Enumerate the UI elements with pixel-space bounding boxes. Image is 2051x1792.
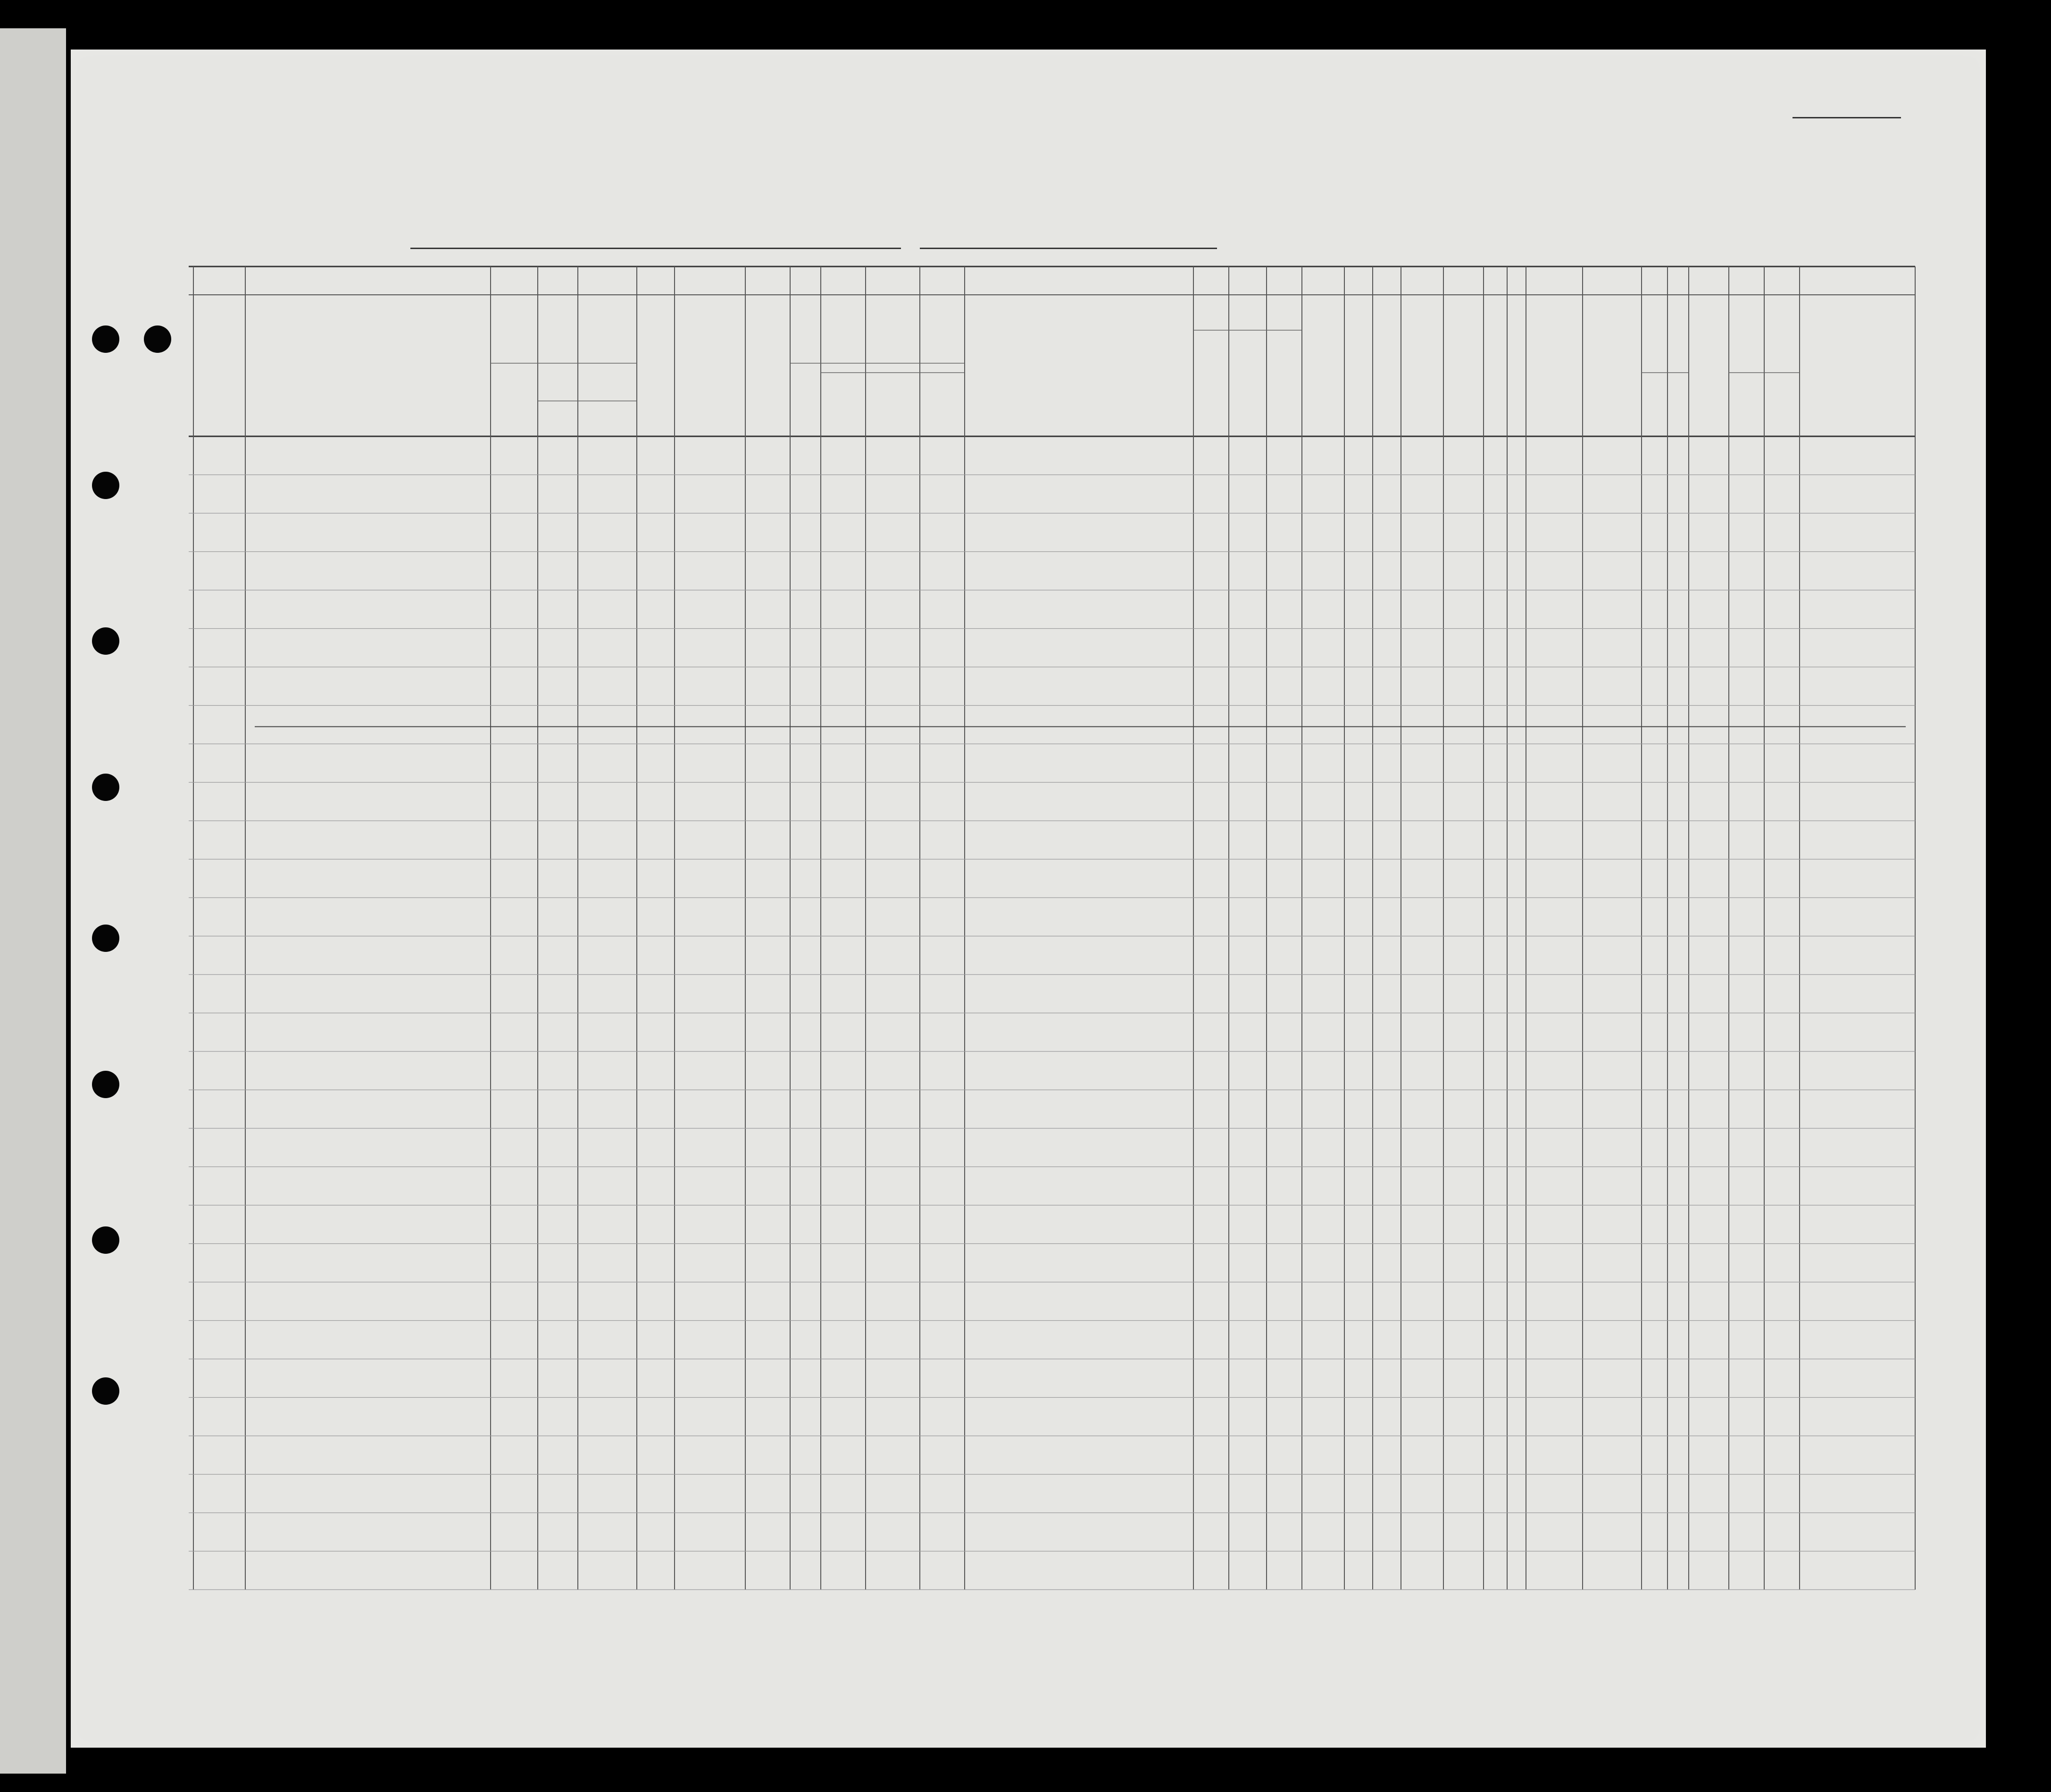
header-return-intent (1201, 335, 1229, 436)
header-affiliated (1443, 316, 1479, 434)
header-prison (1311, 316, 1340, 434)
header-length-of-stay (1232, 335, 1260, 436)
header-overthrow (1403, 316, 1439, 434)
header-deported (1508, 316, 1527, 434)
header-citizen-intent (1269, 335, 1292, 436)
header-excluded (1486, 316, 1505, 434)
